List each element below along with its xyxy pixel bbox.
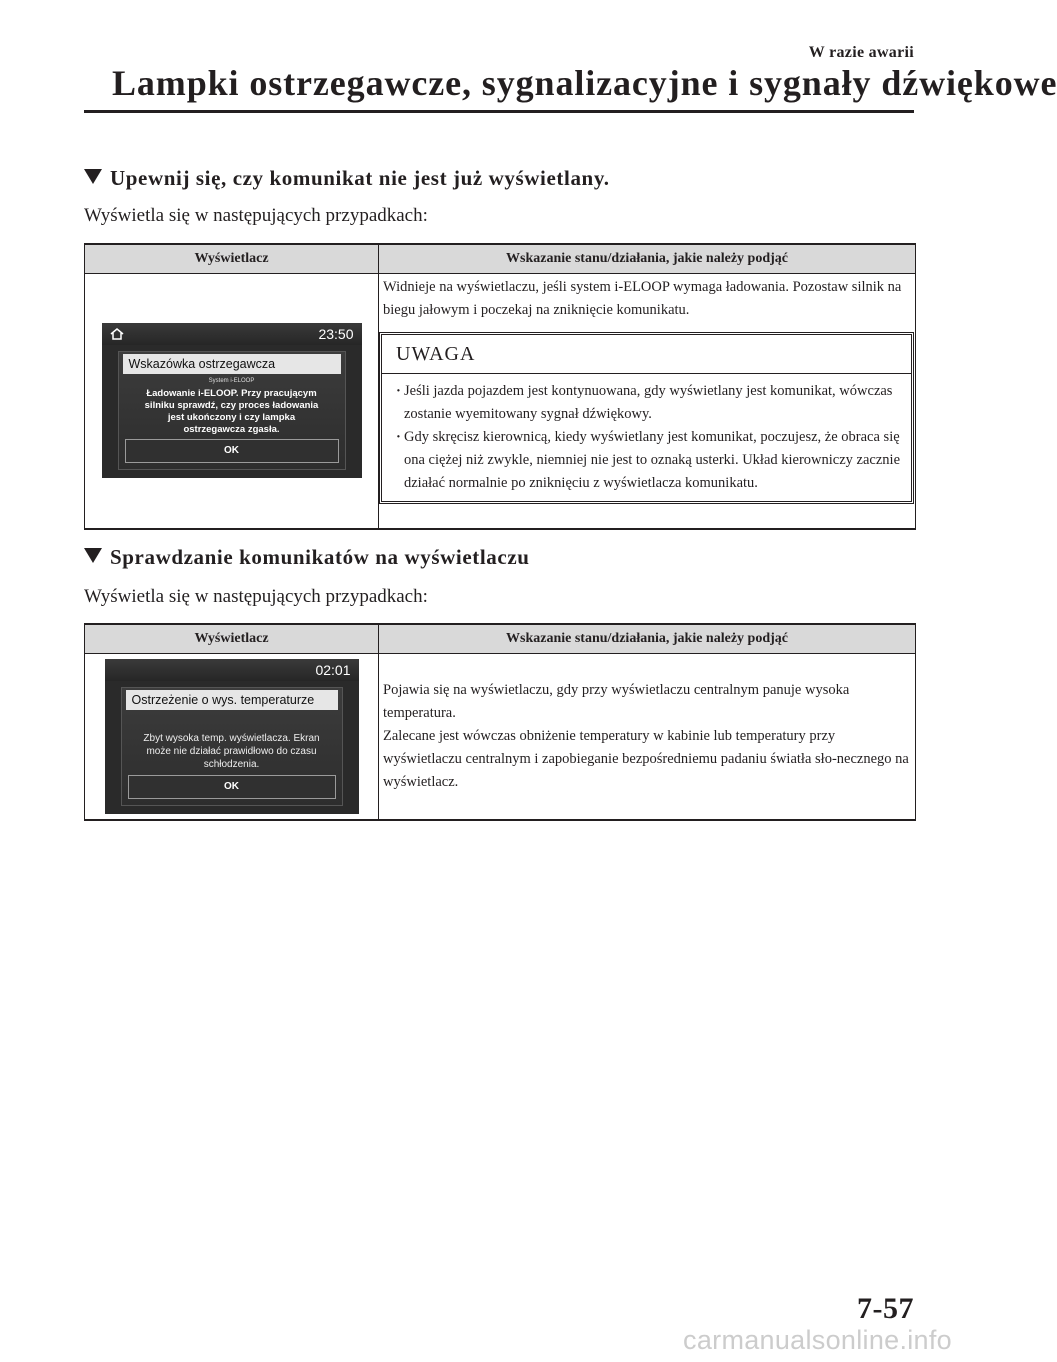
action-text <box>379 679 915 794</box>
action-paragraph: Pojawia się na wyświetlaczu, gdy przy wyświetlaczu centralnym panuje wysoka temperatura. <box>383 681 850 721</box>
action-cell <box>379 274 916 529</box>
dialog-message-line: może nie działać prawidłowo do czasu <box>146 745 317 757</box>
dialog-message-line: Ładowanie i-ELOOP. Przy pracującym <box>146 388 317 400</box>
watermark: carmanualsonline.info <box>683 1325 952 1355</box>
note-item: · Gdy skręcisz kierownicą, kiedy wyświetlany jest komunikat, poczujesz, że obraca się ona ciężej niż zwykle, niemniej nie jest to oznaką usterki. Układ kierowniczy zacznie działać normalnie po zniknięciu z wyświetlacza komunikatu. <box>398 426 901 495</box>
dialog-message-line: schłodzenia. <box>203 758 260 770</box>
column-header-action: Wskazanie stanu/działania, jakie należy podjąć <box>379 244 916 274</box>
dialog-body <box>122 732 342 771</box>
section-intro-1: Wyświetla się w następujących przypadkach: <box>84 205 428 226</box>
screen-topbar <box>105 659 359 681</box>
column-header-display: Wyświetlacz <box>85 624 379 654</box>
table-row <box>85 654 916 820</box>
display-table-2 <box>84 623 916 821</box>
screen-clock: 02:01 <box>315 661 351 678</box>
dialog-system-label: System i-ELOOP <box>208 378 255 385</box>
home-icon <box>110 328 124 340</box>
chapter-label: W razie awarii <box>808 44 914 61</box>
column-header-action: Wskazanie stanu/działania, jakie należy podjąć <box>379 624 916 654</box>
section-intro-2: Wyświetla się w następujących przypadkach: <box>84 586 428 607</box>
dialog-message-line: ostrzegawcza zgasła. <box>183 424 280 436</box>
ok-button: OK <box>125 439 339 463</box>
dialog-title: Wskazówka ostrzegawcza <box>123 354 341 374</box>
action-cell <box>379 654 916 820</box>
page-number: 7-57 <box>857 1292 914 1325</box>
page-title: Lampki ostrzegawcze, sygnalizacyjne i sygnały dźwiękowe <box>112 63 1057 103</box>
table-header-row <box>85 244 916 274</box>
note-heading: UWAGA <box>382 335 911 374</box>
display-screenshot-temperature <box>105 659 359 814</box>
screen-topbar <box>102 323 362 345</box>
display-table-1 <box>84 243 916 530</box>
display-cell <box>85 274 379 529</box>
section-heading-2-text: Sprawdzanie komunikatów na wyświetlaczu <box>110 545 530 569</box>
dialog-body <box>119 378 345 436</box>
warning-dialog <box>121 687 343 806</box>
note-item: · Jeśli jazda pojazdem jest kontynuowana, gdy wyświetlany jest komunikat, wówczas zostanie wyemitowany sygnał dźwiękowy. <box>398 380 901 426</box>
dialog-title: Ostrzeżenie o wys. temperaturze <box>126 690 338 710</box>
section-heading-1 <box>84 166 610 191</box>
column-header-display: Wyświetlacz <box>85 244 379 274</box>
display-screenshot-eloop <box>102 323 362 478</box>
action-text: Widnieje na wyświetlaczu, jeśli system i-ELOOP wymaga ładowania. Pozostaw silnik na biegu jałowym i poczekaj na zniknięcie komunikatu. <box>383 279 902 318</box>
header-rule <box>84 110 914 113</box>
note-box <box>381 334 912 502</box>
note-list <box>382 374 911 501</box>
display-cell <box>85 654 379 820</box>
section-heading-1-text: Upewnij się, czy komunikat nie jest już wyświetlany. <box>110 166 610 190</box>
action-paragraph: Zalecane jest wówczas obniżenie temperatury w kabinie lub temperatury przy wyświetlaczu centralnym i zapobieganie bezpośredniemu padaniu światła sło-necznego na wyświetlacz. <box>383 727 909 790</box>
section-heading-2 <box>84 545 530 570</box>
table-header-row <box>85 624 916 654</box>
dialog-message-line: silniku sprawdź, czy proces ładowania <box>144 400 319 412</box>
dialog-message-line: Zbyt wysoka temp. wyświetlacza. Ekran <box>143 732 320 744</box>
dialog-message-line: jest ukończony i czy lampka <box>167 412 296 424</box>
triangle-down-icon <box>84 169 102 184</box>
screen-clock: 23:50 <box>318 326 354 343</box>
warning-dialog <box>118 351 346 470</box>
triangle-down-icon <box>84 548 102 563</box>
ok-button: OK <box>128 775 336 799</box>
table-row <box>85 274 916 529</box>
